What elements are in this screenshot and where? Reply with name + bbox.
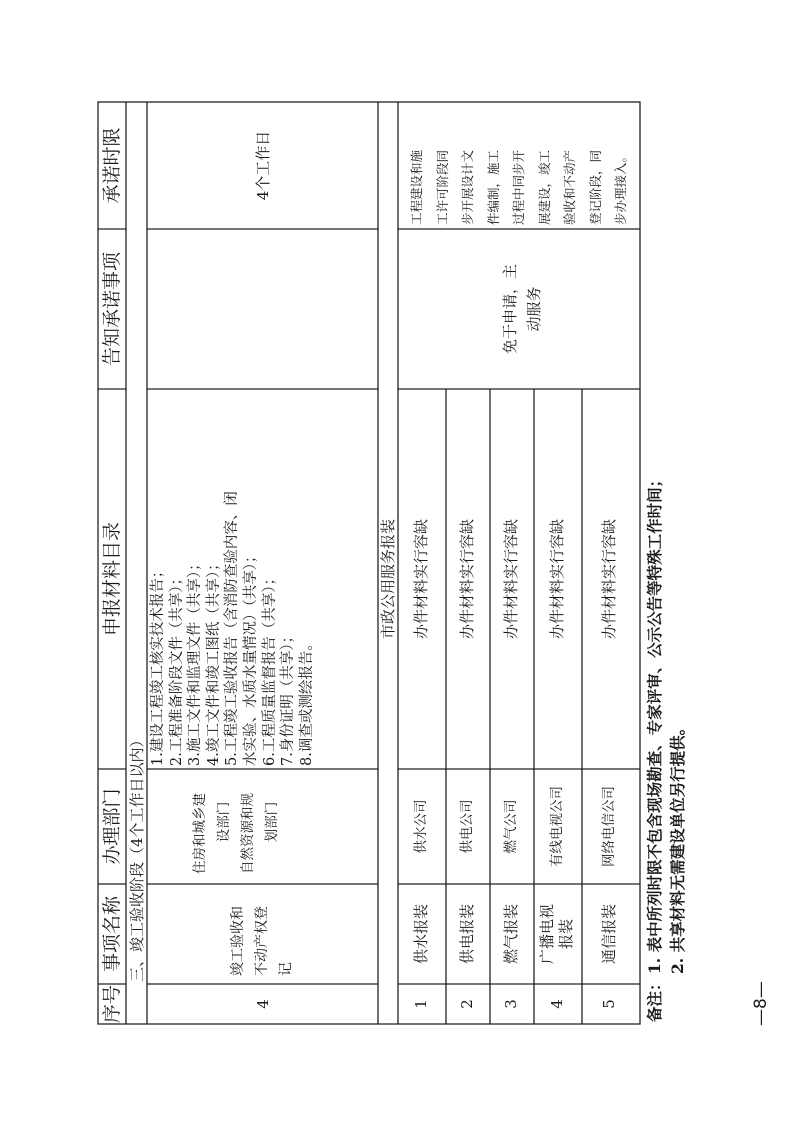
- utility-row5-material: 办件材料实行容缺: [600, 519, 618, 640]
- header-name: 事项名称: [101, 896, 123, 973]
- utility-row4-name: [538, 884, 576, 984]
- material-item: 6.工程质量监督报告（共享）；: [261, 570, 278, 766]
- utility-row4-name-line: 广播电视: [538, 904, 556, 965]
- utility-row2-seq: 2: [458, 999, 476, 1009]
- utility-title: 市政公用服务报装: [379, 519, 397, 640]
- row4-seq: 4: [254, 999, 272, 1009]
- utility-row3-dept: 燃气公司: [503, 799, 519, 854]
- header-seq: 序号: [101, 985, 123, 1024]
- row4-dept-line: 自然资源和规: [240, 793, 256, 874]
- utility-row5-dept: 网络电信公司: [601, 786, 617, 867]
- utility-time-line: 验收和不动产: [562, 149, 577, 225]
- utility-time-line: 工许可阶段同: [434, 149, 450, 225]
- material-item: 7.身份证明（共享）；: [280, 628, 297, 766]
- material-item: 4.竣工文件和竣工图纸（共享）；: [205, 556, 222, 766]
- utility-row2-name: 供电报装: [458, 904, 476, 965]
- row4-name-line: 竣工验收和: [230, 906, 246, 976]
- utility-notify-line: 免于申请，主: [501, 264, 519, 355]
- row4-dept-line: 设部门: [216, 801, 232, 843]
- utility-notify-line: 动服务: [525, 286, 543, 332]
- stage-title: 三、竣工验收阶段（4个工作日以内）: [128, 732, 146, 982]
- material-item: 5.工程竣工验收报告（含消防查验内容、闭: [224, 491, 241, 766]
- utility-row3-material: 办件材料实行容缺: [502, 519, 520, 640]
- utility-row2-material: 办件材料实行容缺: [458, 519, 476, 640]
- header-time: 承诺时限: [101, 127, 123, 204]
- row4-name: [226, 886, 298, 976]
- header-dept: 办理部门: [101, 788, 123, 865]
- notes-label: 备注：: [645, 975, 664, 1022]
- note-item-1: 1. 表中所列时限不包含现场勘查、专家评审、公示公告等特殊工作时间；: [645, 471, 664, 974]
- material-item: 1.建设工程竣工核实技术报告；: [150, 563, 166, 766]
- utility-time-line: 步办理接入。: [613, 149, 628, 225]
- utility-time: [404, 103, 634, 225]
- utility-time-line: 工程建设和施: [409, 149, 424, 225]
- utility-time-line: 步开展设计文: [460, 149, 475, 225]
- utility-notify: [498, 229, 546, 389]
- header-notify: 告知承诺事项: [101, 252, 123, 367]
- material-item: 8.调查或测绘报告。: [298, 636, 315, 766]
- row4-materials: [149, 390, 316, 766]
- utility-row2-dept: 供电公司: [459, 799, 475, 854]
- note-item-2: 2. 共享材料无需建设单位另行提供。: [668, 719, 687, 974]
- row4-dept: [188, 770, 284, 874]
- utility-row3-seq: 3: [502, 999, 520, 1009]
- utility-time-line: 登记阶段，同: [587, 149, 603, 225]
- utility-row5-name: 通信报装: [600, 904, 618, 965]
- material-item: 3.施工文件和监理文件（共享）；: [187, 556, 204, 766]
- utility-row4-dept: 有线电视公司: [549, 786, 565, 867]
- utility-row1-material: 办件材料实行容缺: [412, 519, 430, 640]
- page-number: —8—: [751, 981, 771, 1026]
- utility-row1-seq: 1: [412, 999, 430, 1009]
- utility-row4-seq: 4: [548, 999, 566, 1009]
- utility-row1-name: 供水报装: [412, 904, 430, 965]
- utility-row1-dept: 供水公司: [413, 799, 429, 854]
- row4-time: 4个工作日: [254, 130, 272, 201]
- utility-row3-name: 燃气报装: [502, 904, 520, 965]
- header-materials: 申报材料目录: [101, 522, 123, 637]
- utility-time-line: 展建设，竣工: [536, 149, 552, 225]
- utility-row5-seq: 5: [600, 999, 618, 1009]
- row4-name-line: 记: [278, 962, 294, 976]
- row4-dept-line: 住房和城乡建: [192, 793, 208, 874]
- utility-row4-name-line: 报装: [557, 919, 575, 950]
- row4-name-line: 不动产权登: [254, 906, 270, 976]
- utility-row4-material: 办件材料实行容缺: [548, 519, 566, 640]
- material-item: 水实验、水质水量情况）（共享）；: [242, 548, 259, 766]
- material-item: 2.工程准备阶段文件（共享）；: [168, 570, 185, 766]
- row4-dept-line: 划部门: [264, 801, 280, 843]
- utility-time-line: 过程中同步开: [511, 149, 526, 225]
- utility-time-line: 件编制，施工: [485, 149, 501, 225]
